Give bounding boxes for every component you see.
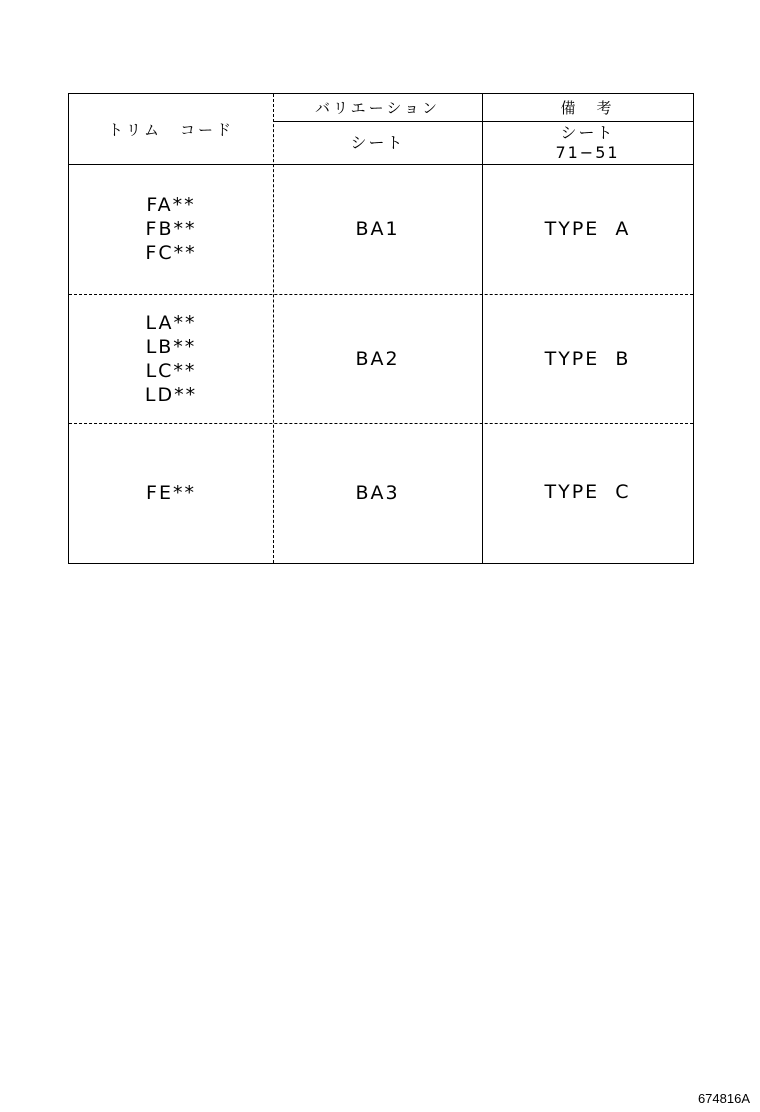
reference-number: 674816A — [697, 1091, 750, 1106]
remarks-value: TYPE B — [544, 347, 631, 370]
trim-code-table — [68, 93, 694, 564]
variation-value: BA3 — [355, 482, 400, 504]
trim-code: FE** — [146, 482, 196, 504]
header-variation-sub — [273, 121, 482, 164]
table-row-2-variation — [273, 294, 482, 423]
table-row-1-variation — [273, 164, 482, 294]
table-row-2-remarks — [482, 294, 693, 423]
trim-code: FB** — [145, 218, 197, 240]
trim-code: LB** — [145, 335, 197, 358]
remarks-value: TYPE A — [544, 218, 631, 240]
header-trim-code-label: トリム コード — [107, 120, 234, 139]
header-trim-code — [69, 94, 273, 164]
variation-value: BA2 — [355, 347, 400, 370]
trim-code: LD** — [144, 383, 198, 406]
trim-code: FA** — [146, 194, 196, 216]
trim-code: LA** — [145, 311, 197, 334]
table-row-3-codes — [69, 423, 273, 563]
table-row-2-codes — [69, 294, 273, 423]
header-remarks-label: 備 考 — [560, 99, 615, 117]
header-remarks — [482, 94, 693, 121]
header-remarks-sub-label-1: シート — [560, 122, 615, 142]
table-row-3-remarks — [482, 423, 693, 563]
trim-code: LC** — [145, 359, 197, 382]
table-row-1-remarks — [482, 164, 693, 294]
header-remarks-sub-label-2: 71−51 — [555, 142, 620, 162]
header-remarks-sub — [482, 121, 693, 164]
header-variation-sub-label: シート — [350, 132, 405, 152]
header-variation-label: バリエーション — [314, 99, 441, 117]
table-row-3-variation — [273, 423, 482, 563]
header-variation — [273, 94, 482, 121]
variation-value: BA1 — [355, 218, 400, 240]
table-row-1-codes — [69, 164, 273, 294]
trim-code: FC** — [145, 242, 197, 264]
remarks-value: TYPE C — [544, 481, 631, 503]
